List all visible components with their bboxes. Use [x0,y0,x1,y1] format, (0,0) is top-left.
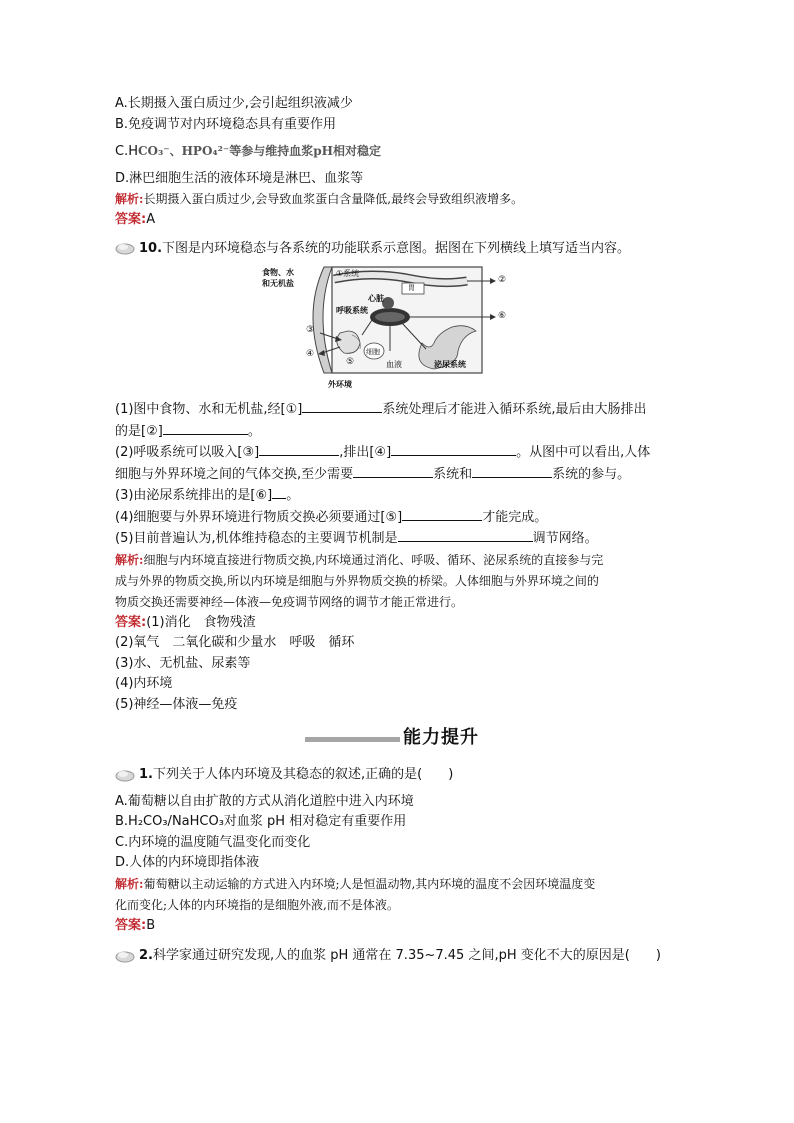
q10-analysis-text1: 细胞与内环境直接进行物质交换,内环境通过消化、呼吸、循环、泌尿系统的直接参与完 [143,552,604,567]
q10-part5-a: (5)目前普遍认为,机体维持稳态的主要调节机制是 [115,531,398,546]
diagram-label-food2: 和无机盐 [262,279,294,288]
q9-analysis [115,189,680,210]
q10-part4 [115,507,680,529]
homeostasis-diagram-svg [262,265,502,395]
blank[interactable] [302,399,382,413]
q10-answer-1: (1)消化 食物残渣 [146,614,256,630]
q10-part2-e: 系统和 [433,466,473,482]
q10-answer [115,613,680,634]
q10-answer-4: (4)内环境 [115,676,173,691]
diagram-label-heart: 心脏 [368,294,384,303]
q10-analysis-line1 [115,550,680,571]
diagram-label-food: 食物、水 [262,268,294,277]
diagram-label-cell: 细胞 [366,348,380,356]
p1-analysis-line2: 化而变化;人体的内环境指的是细胞外液,而不是体液。 [115,897,399,912]
q10-part1-a: (1)图中食物、水和无机盐,经[①] [115,402,303,417]
diagram-label-blood: 血液 [386,360,402,369]
q10-part4-b: 才能完成。 [482,509,548,525]
q9-option-c [115,141,680,163]
q9-option-b: B.免疫调节对内环境稳态具有重要作用 [115,116,337,132]
q10-part2-c: 。从图中可以看出,人体 [516,445,651,460]
q9-option-d: D.淋巴细胞生活的液体环境是淋巴、血浆等 [115,170,364,186]
analysis-label: 解析: [115,552,144,567]
question-marker-icon [115,949,137,963]
p1-stem [115,765,680,786]
diagram-label-3: ③ [306,325,315,335]
blank[interactable] [402,507,482,521]
analysis-label: 解析: [115,192,144,206]
q9-analysis-text: 长期摄入蛋白质过少,会导致血浆蛋白含量降低,最终会导致组织液增多。 [143,192,524,206]
q10-part2-line2 [115,464,680,486]
q10-answer-5: (5)神经—体液—免疫 [115,696,238,712]
page [115,94,680,967]
q10-analysis-line2: 成与外界的物质交换,所以内环境是细胞与外界物质交换的桥梁。人体细胞与外界环境之间的 [115,573,599,588]
homeostasis-diagram [262,265,507,395]
q10-part5 [115,528,680,550]
blank[interactable] [472,464,552,478]
p1-stem-text: 下列关于人体内环境及其稳态的叙述,正确的是( ) [152,767,454,782]
q10-stem [115,239,680,260]
p1-option-a: A.葡萄糖以自由扩散的方式从消化道腔中进入内环境 [115,793,414,809]
diagram-label-system1: ①系统 [336,269,360,278]
diagram-label-6: ⑥ [498,311,507,321]
p1-answer [115,916,680,937]
section-bar [305,737,400,742]
q10-part3 [115,485,680,507]
q9-option-c-formula: CO₃⁻、HPO₄²⁻等参与维持血浆pH相对稳定 [138,144,381,158]
p2-stem-text: 科学家通过研究发现,人的血浆 pH 通常在 7.35~7.45 之间,pH 变化不大的原因是( ) [152,948,661,963]
blank[interactable] [163,421,248,435]
p1-analysis-text1: 葡萄糖以主动运输的方式进入内环境;人是恒温动物,其内环境的温度不会因环境温度变 [143,876,596,891]
p1-number: 1. [139,767,153,782]
diagram-label-outside: 外环境 [328,380,352,389]
p2-stem [115,946,680,967]
diagram-label-5: ⑤ [346,357,355,367]
section-header [115,723,680,757]
section-title: 能力提升 [403,727,479,748]
p2-number: 2. [139,948,153,963]
q10-answer-2: (2)氧气 二氧化碳和少量水 呼吸 循环 [115,635,355,650]
p1-option-c: C.内环境的温度随气温变化而变化 [115,834,311,850]
analysis-label: 解析: [115,876,144,891]
answer-label: 答案: [115,917,147,933]
q9-answer-value: A [146,212,156,227]
q10-part4-a: (4)细胞要与外界环境进行物质交换必须要通过[⑤] [115,509,403,525]
diagram-label-4: ④ [306,349,315,359]
question-marker-icon [115,241,137,255]
q10-part1-d: 。 [247,423,261,439]
q10-part1-line1 [115,399,680,421]
q10-number: 10. [139,240,163,256]
q10-part5-b: 调节网络。 [532,531,598,546]
q10-part3-b: 。 [286,488,300,503]
diagram-label-respiratory: 呼吸系统 [336,306,368,315]
q10-analysis-line3: 物质交换还需要神经—体液—免疫调节网络的调节才能正常进行。 [115,594,464,609]
p1-analysis-line1 [115,874,680,895]
q10-stem-text: 下图是内环境稳态与各系统的功能联系示意图。据图在下列横线上填写适当内容。 [162,240,631,256]
p1-answer-value: B [146,917,156,933]
diagram-label-stomach: 胃 [408,284,415,292]
q10-part3-a: (3)由泌尿系统排出的是[⑥] [115,488,273,503]
diagram-label-urinary: 泌尿系统 [434,360,466,369]
blank[interactable] [272,485,286,499]
q10-part2-a: (2)呼吸系统可以吸入[③] [115,445,260,460]
blank[interactable] [353,464,433,478]
q9-option-c-prefix: C.H [115,144,138,159]
answer-label: 答案: [115,212,147,227]
q10-part1-b: 系统处理后才能进入循环系统,最后由大肠排出 [382,402,647,417]
q9-answer [115,210,680,231]
p1-option-d: D.人体的内环境即指体液 [115,855,260,870]
q10-part2-line1 [115,442,680,464]
q10-part1-line2 [115,421,680,443]
q10-answer-3: (3)水、无机盐、尿素等 [115,655,251,671]
q10-part2-d: 细胞与外界环境之间的气体交换,至少需要 [115,466,354,482]
blank[interactable] [259,442,339,456]
q10-part2-f: 系统的参与。 [552,466,631,482]
blank[interactable] [391,442,516,456]
p1-option-b: B.H₂CO₃/NaHCO₃对血浆 pH 相对稳定有重要作用 [115,814,407,829]
diagram-label-2: ② [498,275,507,285]
question-marker-icon [115,768,137,782]
q10-part2-b: ,排出[④] [339,445,392,460]
answer-label: 答案: [115,614,147,630]
blank[interactable] [398,528,533,542]
q10-part1-c: 的是[②] [115,423,163,439]
q9-option-a: A.长期摄入蛋白质过少,会引起组织液减少 [115,96,353,111]
